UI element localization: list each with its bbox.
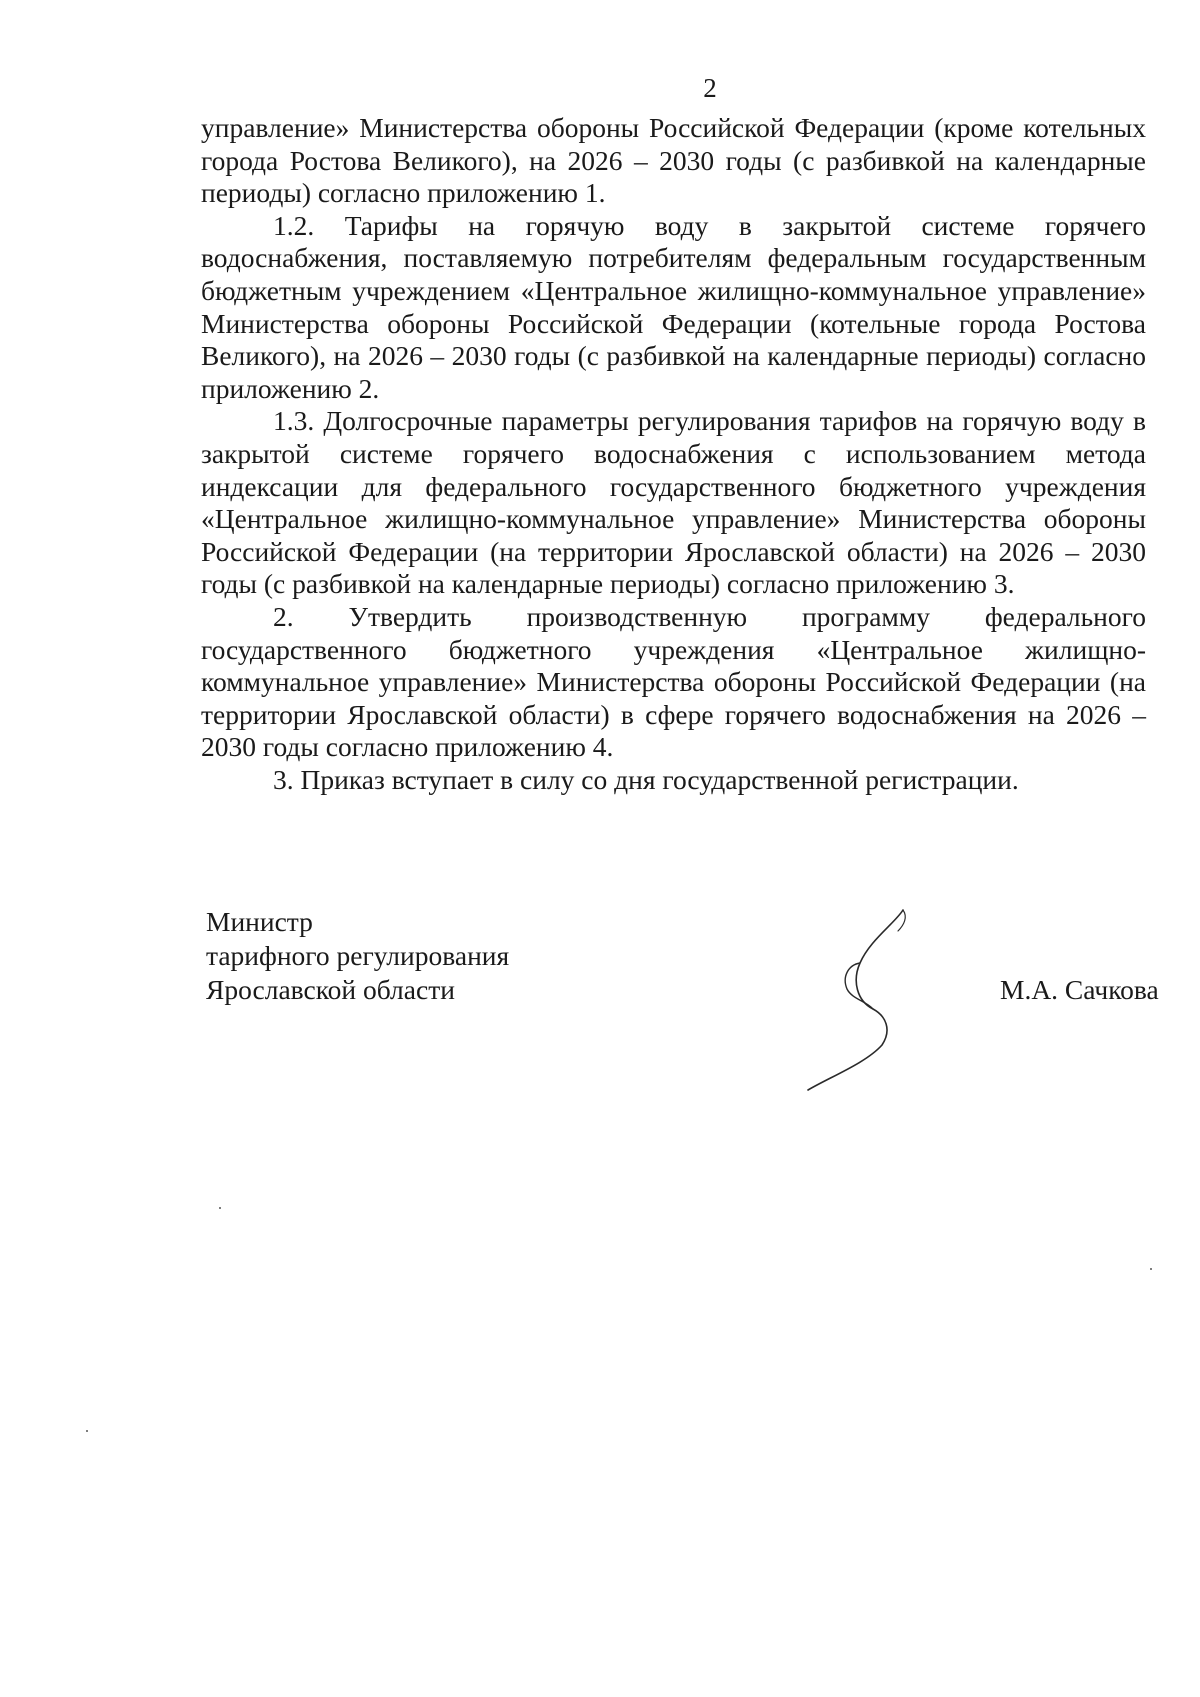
- signatory-name: М.А. Сачкова: [1000, 974, 1159, 1005]
- scan-speck: [86, 1430, 88, 1432]
- scan-speck: [219, 1207, 221, 1209]
- signatory-title-line1: Министр: [206, 906, 313, 937]
- paragraph-2: 2. Утвердить производственную программу федерального государственного бюджетного учреждения «Центральное жилищно-коммунальное управление» Министерства обороны Российской Федерации (на территории Ярославской области) в сфере горячего водоснабжения на 2026 – 2030 годы согласно приложению 4.: [201, 600, 1146, 763]
- paragraph-1-3: 1.3. Долгосрочные параметры регулирования тарифов на горячую воду в закрытой системе горячего водоснабжения с использованием метода индексации для федерального государственного бюджетного учреждения «Центральное жилищно-коммунальное управление» Министерства обороны Российской Федерации (на территории Ярославской области) на 2026 – 2030 годы (с разбивкой на календарные периоды) согласно приложению 3.: [201, 405, 1146, 600]
- paragraph-continuation: управление» Министерства обороны Российской Федерации (кроме котельных города Ростова Великого), на 2026 – 2030 годы (с разбивкой на календарные периоды) согласно приложению 1.: [201, 112, 1146, 209]
- handwritten-signature: [800, 905, 930, 1095]
- document-body: [201, 112, 1146, 796]
- scan-speck: [1150, 1268, 1152, 1270]
- paragraph-1-2: 1.2. Тарифы на горячую воду в закрытой системе горячего водоснабжения, поставляемую потребителям федеральным государственным бюджетным учреждением «Центральное жилищно-коммунальное управление» Министерства обороны Российской Федерации (котельные города Ростова Великого), на 2026 – 2030 годы (с разбивкой на календарные периоды) согласно приложению 2.: [201, 209, 1146, 404]
- signatory-title-line2: тарифного регулирования: [206, 940, 510, 971]
- paragraph-3: 3. Приказ вступает в силу со дня государственной регистрации.: [273, 763, 1019, 795]
- page-number: 2: [703, 73, 717, 103]
- signatory-title-line3: Ярославской области: [206, 974, 455, 1005]
- signatory-title: [206, 905, 509, 1007]
